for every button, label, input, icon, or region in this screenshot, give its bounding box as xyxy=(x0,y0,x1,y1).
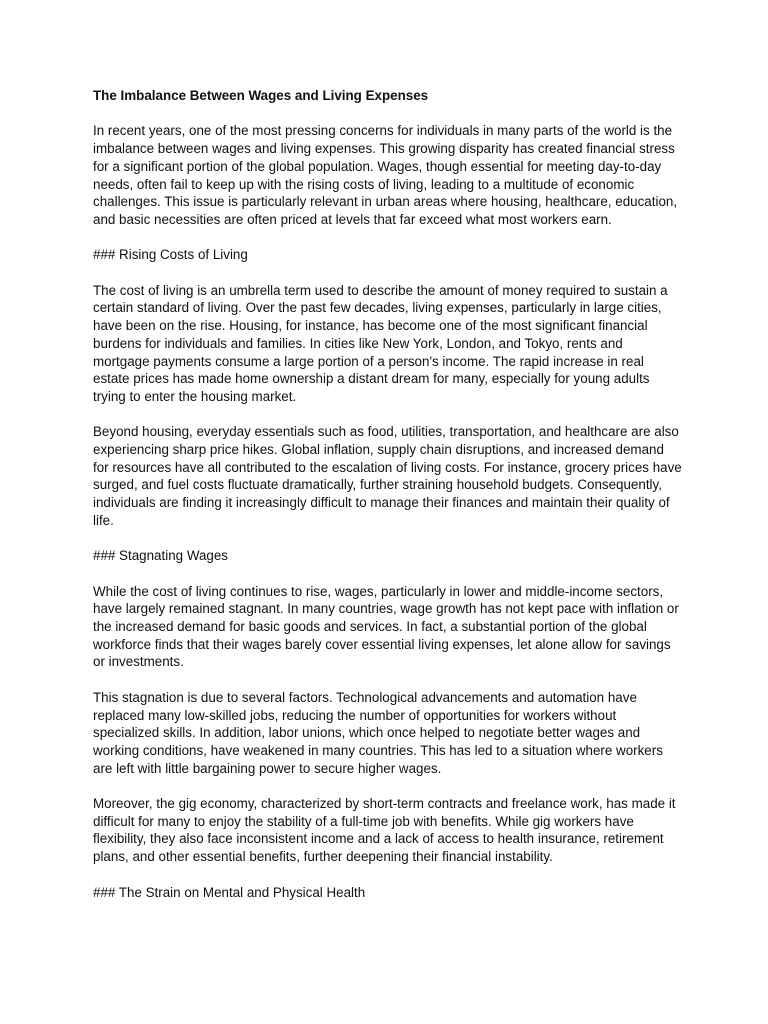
document-body xyxy=(93,87,683,919)
paragraph-wage-stagnation: While the cost of living continues to rise, wages, particularly in lower and middle-income sectors, have largely remained stagnant. In many countries, wage growth has not kept pace with inflation or the increased demand for basic goods and services. In fact, a substantial portion of the global workforce finds that their wages barely cover essential living expenses, let alone allow for savings or investments. xyxy=(93,583,679,670)
paragraph-stagnation-factors: This stagnation is due to several factors. Technological advancements and automation have replaced many low-skilled jobs, reducing the number of opportunities for workers without specialized skills. In addition, labor unions, which once helped to negotiate better wages and working conditions, have weakened in many countries. This has led to a situation where workers are left with little bargaining power to secure higher wages. xyxy=(93,689,663,776)
paragraph-gig-economy: Moreover, the gig economy, characterized by short-term contracts and freelance work, has made it difficult for many to enjoy the stability of a full-time job with benefits. While gig workers have flexibility, they also face inconsistent income and a lack of access to health insurance, retirement plans, and other essential benefits, further deepening their financial instability. xyxy=(93,796,676,865)
paragraph-beyond-housing: Beyond housing, everyday essentials such as food, utilities, transportation, and healthcare are also experiencing sharp price hikes. Global inflation, supply chain disruptions, and increased demand for resources have all contributed to the escalation of living costs. For instance, grocery prices have surged, and fuel costs fluctuate dramatically, further straining household budgets. Consequently, individuals are finding it increasingly difficult to manage their finances and maintain their quality of life. xyxy=(93,424,682,528)
section-heading-stagnating-wages: ### Stagnating Wages xyxy=(93,548,228,564)
document-title: The Imbalance Between Wages and Living Expenses xyxy=(93,88,429,103)
intro-paragraph: In recent years, one of the most pressing concerns for individuals in many parts of the world is the imbalance between wages and living expenses. This growing disparity has created financial stress for a significant portion of the global population. Wages, though essential for meeting day-to-day needs, often fail to keep up with the rising costs of living, leading to a multitude of economic challenges. This issue is particularly relevant in urban areas where housing, healthcare, education, and basic necessities are often priced at levels that far exceed what most workers earn. xyxy=(93,123,678,227)
paragraph-cost-of-living: The cost of living is an umbrella term used to describe the amount of money required to sustain a certain standard of living. Over the past few decades, living expenses, particularly in large cities, have been on the rise. Housing, for instance, has become one of the most significant financial burdens for individuals and families. In cities like New York, London, and Tokyo, rents and mortgage payments consume a large portion of a person's income. The rapid increase in real estate prices has made home ownership a distant dream for many, especially for young adults trying to enter the housing market. xyxy=(93,282,668,404)
section-heading-rising-costs: ### Rising Costs of Living xyxy=(93,247,248,263)
section-heading-health-strain: ### The Strain on Mental and Physical Health xyxy=(93,884,366,900)
